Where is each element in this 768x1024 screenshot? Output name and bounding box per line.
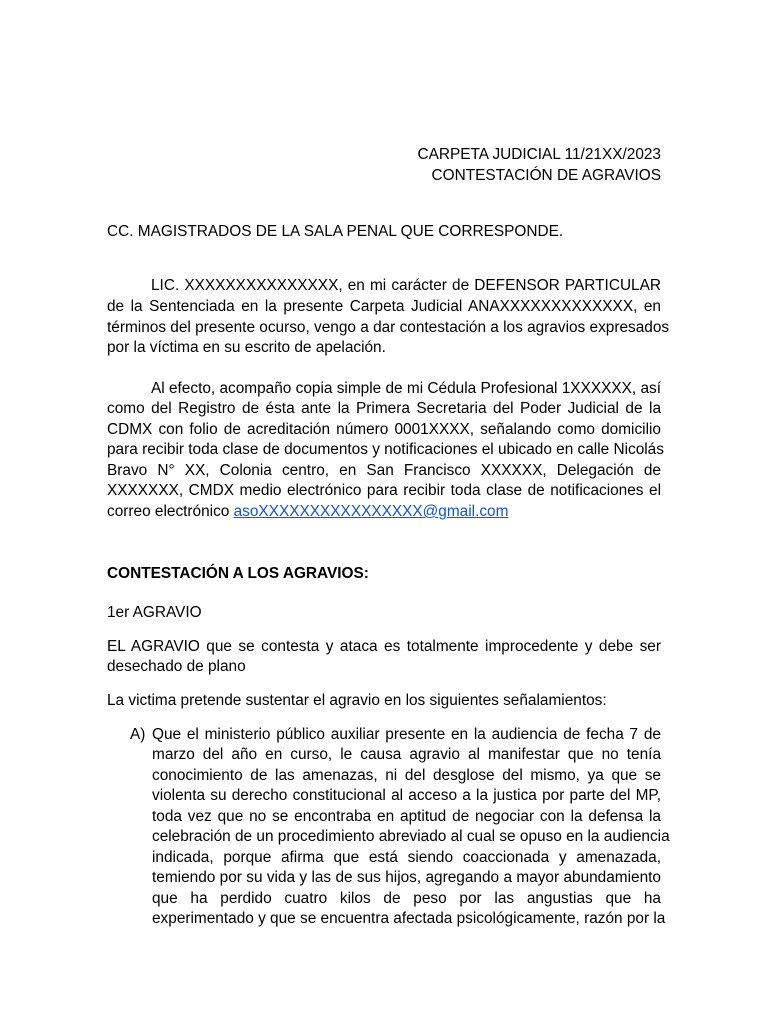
paragraph-line: de la Sentenciada en la presente Carpeta Judicial ANAXXXXXXXXXXXXX, en xyxy=(107,298,661,315)
paragraph-line: Bravo N° XX, Colonia centro, en San Francisco XXXXXX, Delegación de xyxy=(107,462,661,479)
paragraph-line xyxy=(107,502,508,522)
paragraph-line: Al efecto, acompaño copia simple de mi Cédula Profesional 1XXXXXX, así xyxy=(151,380,661,397)
list-item-line: conocimiento de las amenazas, ni del desglose del mismo, ya que se xyxy=(152,767,661,784)
paragraph-line: para recibir toda clase de documentos y notificaciones el ubicado en calle Nicolás xyxy=(107,441,664,458)
list-item-line: violenta su derecho constitucional al acceso a la justica por parte del MP, xyxy=(152,787,661,804)
intro-line: La victima pretende sustentar el agravio en los siguientes señalamientos: xyxy=(107,692,607,709)
document-title: CONTESTACIÓN DE AGRAVIOS xyxy=(431,167,661,184)
agravio-label: 1er AGRAVIO xyxy=(107,604,202,621)
list-item-line: Que el ministerio público auxiliar presente en la audiencia de fecha 7 de xyxy=(152,726,661,743)
list-item-line: que ha perdido cuatro kilos de peso por las angustias que ha xyxy=(152,890,661,907)
section-heading: CONTESTACIÓN A LOS AGRAVIOS: xyxy=(107,565,369,582)
paragraph-line: CDMX con folio de acreditación número 0001XXXX, señalando como domicilio xyxy=(107,421,661,438)
case-number: CARPETA JUDICIAL 11/21XX/2023 xyxy=(417,146,661,163)
agravio-text-line: EL AGRAVIO que se contesta y ataca es totalmente improcedente y debe ser xyxy=(107,638,661,655)
paragraph-line: como del Registro de ésta ante la Primera Secretaria del Poder Judicial de la xyxy=(107,400,661,417)
list-item-line: marzo del año en curso, le causa agravio al manifestar que no tenía xyxy=(152,746,661,763)
paragraph-line: XXXXXXX, CMDX medio electrónico para recibir toda clase de notificaciones el xyxy=(107,482,661,499)
list-item-line: celebración de un procedimiento abreviado al cual se opuso en la audiencia xyxy=(152,828,670,845)
list-item-line: indicada, porque afirma que está siendo coaccionada y amenazada, xyxy=(152,849,661,866)
paragraph-line: por la víctima en su escrito de apelación. xyxy=(107,339,386,356)
list-marker: A) xyxy=(130,726,146,743)
email-link[interactable]: asoXXXXXXXXXXXXXXXX@gmail.com xyxy=(233,503,509,520)
list-item-line: toda vez que no se encontraba en aptitud de negociar con la defensa la xyxy=(152,808,661,825)
paragraph-line: LIC. XXXXXXXXXXXXXXX, en mi carácter de DEFENSOR PARTICULAR xyxy=(151,277,661,294)
agravio-text-line: desechado de plano xyxy=(107,658,246,675)
email-prefix: correo electrónico xyxy=(107,503,234,520)
list-item-line: experimentado y que se encuentra afectada psicológicamente, razón por la xyxy=(152,910,666,927)
addressee: CC. MAGISTRADOS DE LA SALA PENAL QUE CORRESPONDE. xyxy=(107,223,564,240)
paragraph-line: términos del presente ocurso, vengo a dar contestación a los agravios expresados xyxy=(107,319,670,336)
list-item-line: temiendo por su vida y las de sus hijos, agregando a mayor abundamiento xyxy=(152,869,661,886)
